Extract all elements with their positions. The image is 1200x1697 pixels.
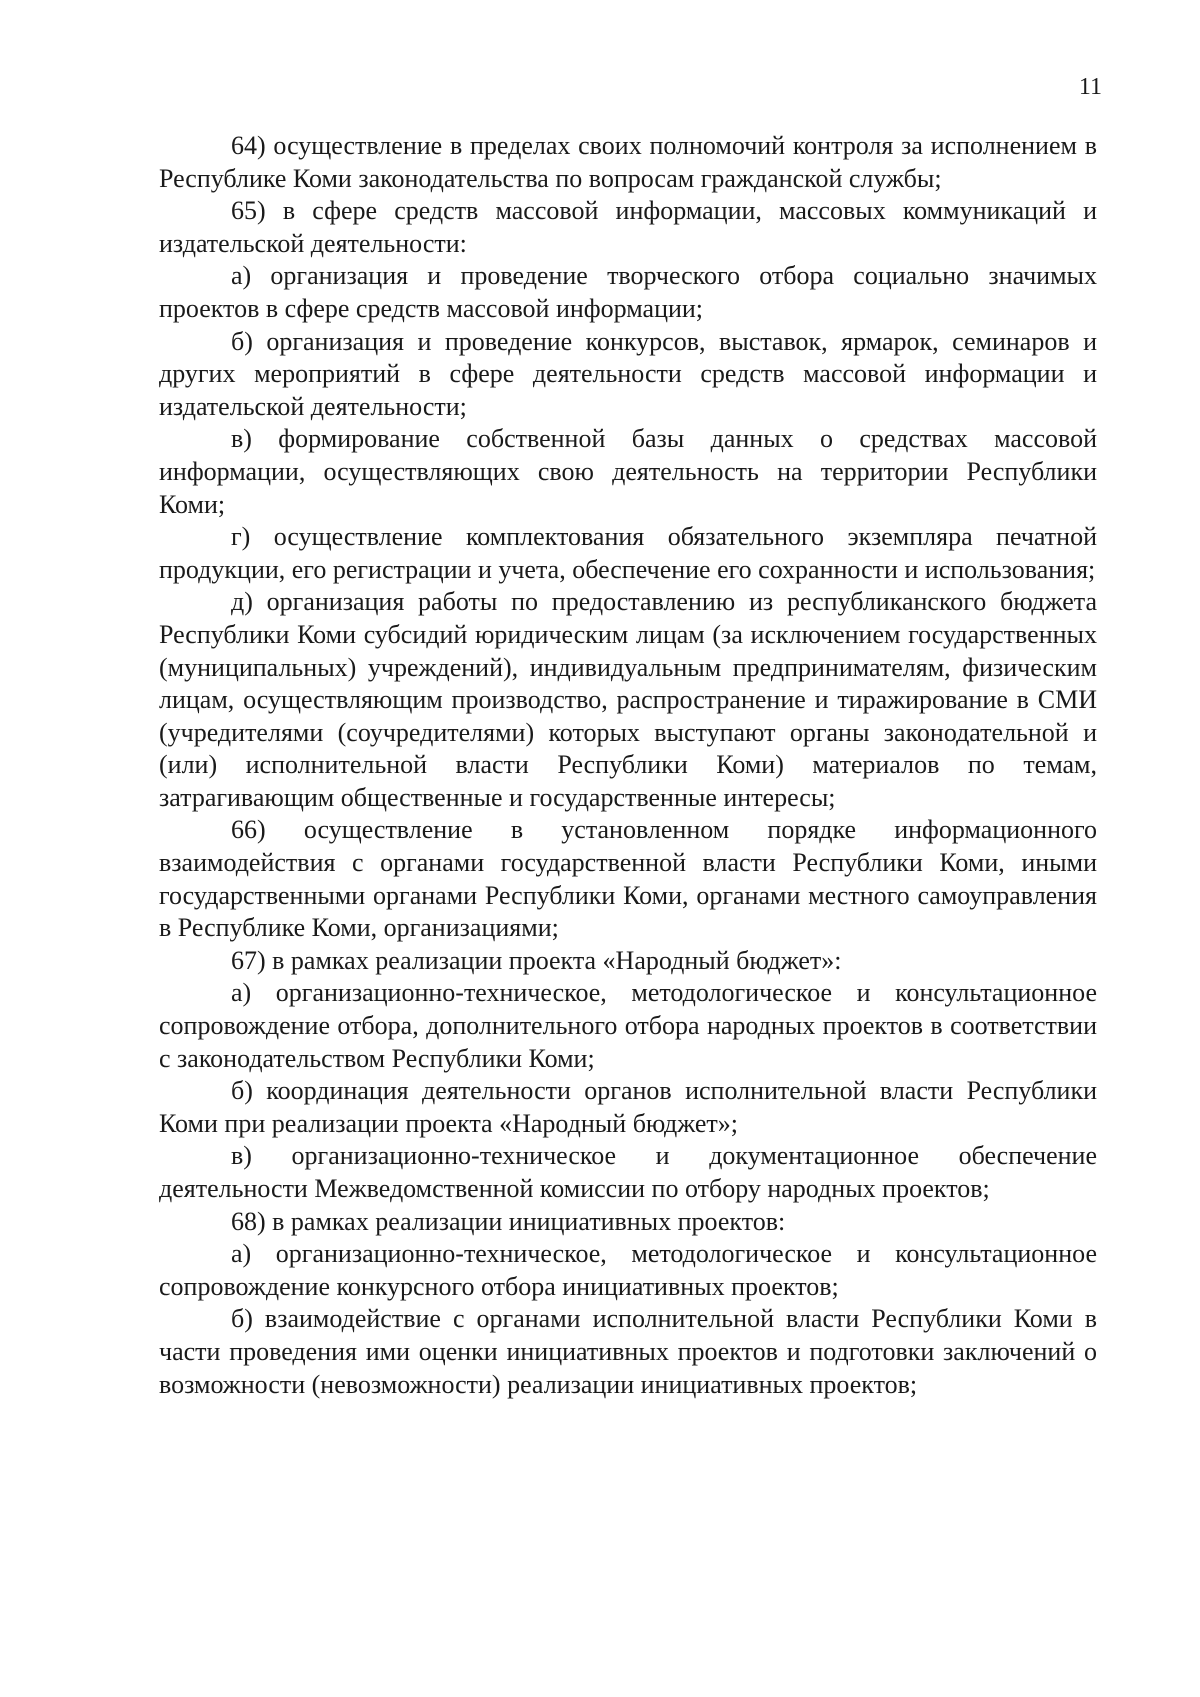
paragraph-65-d: д) организация работы по предоставлению из республиканского бюджета Республики Коми субсидий юридическим лицам (за исключением государственных (муниципальных) учреждений), индивидуальным предпринимателям, физическим лицам, осуществляющим производство, распространение и тиражирование в СМИ (учредителями (соучредителями) которых выступают органы законодательной и (или) исполнительной власти Республики Коми) материалов по темам, затрагивающим общественные и государственные интересы; bbox=[159, 587, 1097, 812]
paragraph-65-v: в) формирование собственной базы данных о средствах массовой информации, осуществляющих свою деятельность на территории Республики Коми; bbox=[159, 424, 1097, 519]
paragraph-68: 68) в рамках реализации инициативных проектов: bbox=[231, 1206, 786, 1236]
paragraph-67-b: б) координация деятельности органов исполнительной власти Республики Коми при реализации проекта «Народный бюджет»; bbox=[159, 1076, 1097, 1138]
paragraph-65-b: б) организация и проведение конкурсов, выставок, ярмарок, семинаров и других мероприятий в сфере деятельности средств массовой информации и издательской деятельности; bbox=[159, 326, 1097, 421]
paragraph-66: 66) осуществление в установленном порядке информационного взаимодействия с органами государственной власти Республики Коми, иными государственными органами Республики Коми, органами местного самоуправления в Республике Коми, организациями; bbox=[159, 815, 1097, 943]
paragraph-67-a: а) организационно-техническое, методологическое и консультационное сопровождение отбора, дополнительного отбора народных проектов в соответствии с законодательством Республики Коми; bbox=[159, 978, 1097, 1073]
paragraph-68-b: б) взаимодействие с органами исполнительной власти Республики Коми в части проведения ими оценки инициативных проектов и подготовки заключений о возможности (невозможности) реализации инициативных проектов; bbox=[159, 1304, 1097, 1399]
paragraph-67: 67) в рамках реализации проекта «Народный бюджет»: bbox=[231, 945, 842, 975]
page-number: 11 bbox=[1078, 74, 1102, 100]
paragraph-67-v: в) организационно-техническое и документационное обеспечение деятельности Межведомственной комиссии по отбору народных проектов; bbox=[159, 1141, 1097, 1203]
paragraph-65-g: г) осуществление комплектования обязательного экземпляра печатной продукции, его регистрации и учета, обеспечение его сохранности и использования; bbox=[159, 522, 1097, 584]
document-body bbox=[159, 130, 1097, 1401]
paragraph-68-a: а) организационно-техническое, методологическое и консультационное сопровождение конкурсного отбора инициативных проектов; bbox=[159, 1239, 1097, 1301]
paragraph-65: 65) в сфере средств массовой информации, массовых коммуникаций и издательской деятельности: bbox=[159, 196, 1097, 258]
paragraph-64: 64) осуществление в пределах своих полномочий контроля за исполнением в Республике Коми законодательства по вопросам гражданской службы; bbox=[159, 131, 1097, 193]
paragraph-65-a: а) организация и проведение творческого отбора социально значимых проектов в сфере средств массовой информации; bbox=[159, 261, 1097, 323]
